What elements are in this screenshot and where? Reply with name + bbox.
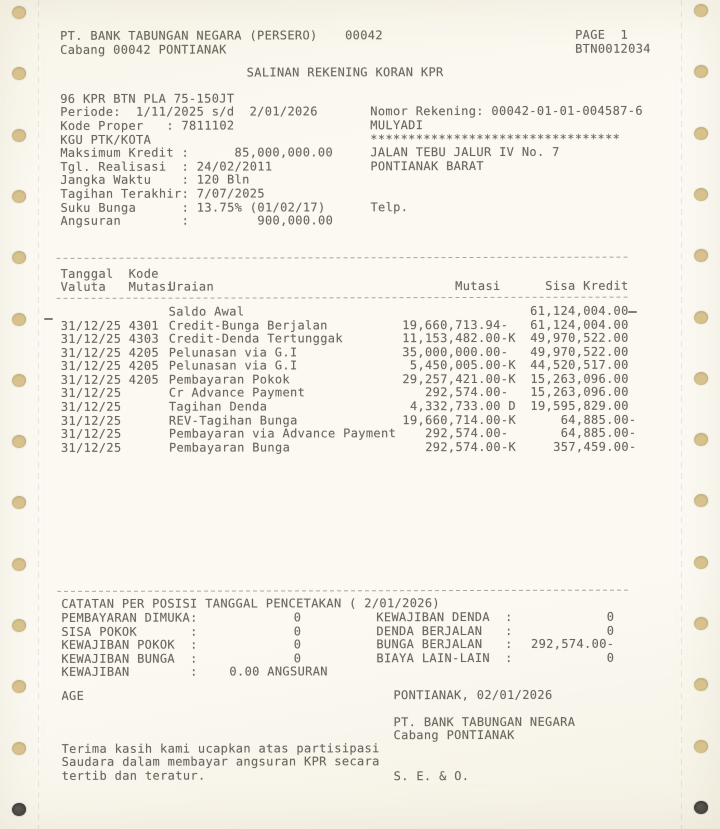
- cell-valuta: 31/12/25: [60, 331, 122, 346]
- account-info-line: Jangka Waktu : 120 Bln: [60, 172, 250, 188]
- cell-uraian: Pembayaran Pokok: [168, 372, 291, 387]
- customer-info-line: JALAN TEBU JALUR IV No. 7: [370, 144, 560, 160]
- col-header-sisa-kredit: Sisa Kredit: [545, 278, 629, 294]
- account-info-block: [60, 105, 660, 229]
- cell-mutasi-suffix: -K: [500, 412, 517, 427]
- cell-mutasi: 19,660,713.94: [402, 317, 501, 332]
- cell-uraian: Pembayaran via Advance Payment: [168, 426, 397, 441]
- cell-mutasi: 29,257,421.00: [402, 371, 501, 387]
- cell-mutasi: 292,574.00: [425, 385, 501, 400]
- thank-you-line: Terima kasih kami ucapkan atas partisipasi: [61, 740, 380, 756]
- col-header-mutasi-kode: Mutasi: [128, 279, 175, 295]
- cell-kode: 4303: [128, 331, 160, 346]
- cell-mutasi: 19,660,714.00: [402, 412, 501, 427]
- catatan-row: [61, 638, 661, 653]
- cell-sisa-kredit: 44,520,517.00: [530, 357, 629, 373]
- customer-info-right: [370, 105, 643, 228]
- cell-uraian: Pelunasan via G.I: [168, 358, 298, 373]
- catatan-left-value: 0: [293, 637, 302, 652]
- separator-line: [57, 590, 629, 592]
- cell-sisa-kredit: 64,885.00: [560, 425, 629, 441]
- catatan-left-label: KEWAJIBAN POKOK :: [61, 637, 198, 653]
- officer-code: AGE: [61, 688, 85, 703]
- cell-sisa-suffix: [629, 400, 637, 414]
- cell-kode: 4205: [128, 358, 160, 374]
- cell-kode: [129, 414, 169, 428]
- account-info-line: Maksimum Kredit : 85,000,000.00: [60, 145, 334, 161]
- cell-valuta: 31/12/25: [60, 399, 122, 414]
- cell-valuta: 31/12/25: [60, 345, 122, 360]
- bank-name: PT. BANK TABUNGAN NEGARA (PERSERO): [60, 28, 318, 43]
- cell-uraian: Credit-Denda Tertunggak: [168, 331, 343, 346]
- cell-mutasi-suffix: -K: [500, 439, 517, 454]
- cell-valuta: 31/12/25: [60, 372, 122, 387]
- col-header-mutasi: Mutasi: [455, 279, 501, 294]
- customer-info-line: MULYADI: [370, 118, 424, 133]
- col-header-kode: Kode: [128, 266, 159, 281]
- cell-kode: 4301: [128, 318, 160, 333]
- cell-sisa-suffix: -: [628, 412, 637, 427]
- cell-sisa-kredit: 64,885.00: [560, 412, 629, 427]
- catatan-left-label: SISA POKOK :: [61, 624, 198, 639]
- branch-line: Cabang 00042 PONTIANAK: [60, 42, 227, 57]
- seo-mark: S. E. & O.: [393, 768, 470, 783]
- document-footer: [61, 689, 661, 784]
- cell-kode: 4205: [128, 345, 160, 360]
- catatan-block: [61, 611, 661, 667]
- cell-sisa-kredit: 49,970,522.00: [530, 330, 629, 345]
- cell-valuta: 31/12/25: [60, 359, 122, 374]
- account-info-line: Tagihan Terakhir: 7/07/2025: [60, 186, 265, 201]
- document-header: [60, 29, 660, 57]
- document-code: BTN0012034: [575, 41, 651, 56]
- catatan-right-value: 0: [606, 650, 615, 665]
- kewajiban-label: KEWAJIBAN :: [61, 664, 198, 680]
- cell-sisa-suffix: -: [628, 439, 637, 454]
- city-date: PONTIANAK, 02/01/2026: [393, 687, 553, 703]
- account-info-line: Kode Proper : 7811102: [60, 118, 235, 133]
- cell-sisa-suffix: [629, 332, 637, 346]
- product-line: 96 KPR BTN PLA 75-150JT: [60, 91, 235, 106]
- catatan-right-value: 0: [606, 609, 615, 624]
- cell-valuta: 31/12/25: [60, 386, 122, 401]
- page-number: PAGE 1: [575, 27, 629, 42]
- cell-kode: [129, 306, 169, 320]
- transaction-table: [61, 305, 661, 456]
- cell-kode: 4205: [128, 372, 160, 387]
- account-info-line: KGU PTK/KOTA: [60, 132, 152, 147]
- cell-mutasi: 11,153,482.00: [402, 331, 501, 346]
- catatan-row: [61, 651, 661, 666]
- cell-sisa-suffix: [629, 318, 637, 332]
- cell-mutasi: 292,574.00: [425, 439, 501, 454]
- separator-line: [57, 297, 629, 299]
- cell-kode: [129, 428, 169, 442]
- cell-mutasi: 4,332,733.00: [409, 399, 501, 414]
- cell-uraian: Saldo Awal: [168, 304, 245, 319]
- col-header-tanggal: Tanggal: [60, 266, 114, 281]
- catatan-right-label: BIAYA LAIN-LAIN :: [376, 650, 513, 666]
- cell-sisa-kredit: 49,970,522.00: [530, 344, 629, 359]
- catatan-left-value: 0: [293, 623, 302, 639]
- catatan-right-value: 292,574.00-: [531, 636, 615, 652]
- signature-company: PT. BANK TABUNGAN NEGARA: [393, 714, 576, 729]
- account-info-line: Periode: 1/11/2025 s/d 2/01/2026: [60, 104, 318, 120]
- customer-info-line: [370, 187, 643, 201]
- cell-mutasi-suffix: -: [500, 344, 509, 359]
- catatan-left-label: PEMBAYARAN DIMUKA:: [61, 610, 198, 625]
- cell-sisa-suffix: [629, 373, 637, 387]
- cell-uraian: REV-Tagihan Bunga: [168, 413, 298, 428]
- customer-info-line: *********************************: [370, 131, 621, 146]
- cell-kode: [129, 387, 169, 401]
- cell-sisa-kredit: 357,459.00: [553, 439, 629, 454]
- signature-branch: Cabang PONTIANAK: [393, 728, 515, 743]
- cell-valuta: 31/12/25: [60, 318, 122, 333]
- form-number: 00042: [345, 28, 383, 43]
- catatan-left-label: KEWAJIBAN BUNGA :: [61, 651, 198, 666]
- cell-sisa-suffix: -: [628, 425, 637, 440]
- catatan-right-label: DENDA BERJALAN :: [376, 623, 513, 638]
- catatan-right-label: BUNGA BERJALAN :: [376, 637, 513, 652]
- table-header: [61, 266, 661, 294]
- cell-uraian: Credit-Bunga Berjalan: [168, 317, 328, 333]
- cell-mutasi-suffix: -: [500, 426, 509, 441]
- cell-mutasi-suffix: -: [500, 385, 509, 400]
- catatan-right-label: KEWAJIBAN DENDA :: [376, 609, 513, 625]
- customer-info-line: Telp.: [370, 199, 409, 214]
- cell-uraian: Pelunasan via G.I: [168, 345, 298, 360]
- cell-mutasi-suffix: [501, 305, 517, 319]
- cell-uraian: Cr Advance Payment: [168, 385, 306, 401]
- cell-mutasi-suffix: -: [500, 317, 509, 332]
- cell-sisa-kredit: 19,595,829.00: [530, 398, 629, 413]
- cell-sisa-kredit: 15,263,096.00: [530, 371, 629, 386]
- cell-kode: [129, 401, 169, 415]
- catatan-left-value: 0: [293, 651, 302, 666]
- kewajiban-value: 0.00 ANGSURAN: [229, 664, 328, 679]
- separator-line: [57, 256, 629, 258]
- cell-mutasi-suffix: -K: [500, 371, 516, 386]
- account-info-line: Suku Bunga : 13.75% (01/02/17): [60, 199, 326, 215]
- account-info-line: Angsuran : 900,000.00: [60, 213, 334, 228]
- cell-valuta: 31/12/25: [60, 426, 122, 442]
- col-header-valuta: Valuta: [60, 280, 107, 295]
- cell-sisa-suffix: [629, 386, 637, 400]
- thank-you-line: tertib dan teratur.: [61, 768, 206, 783]
- customer-info-line: [370, 173, 643, 187]
- cell-sisa-kredit: 61,124,004.00: [530, 317, 629, 332]
- cell-mutasi: 5,450,005.00: [409, 358, 501, 373]
- document-title: SALINAN REKENING KORAN KPR: [246, 65, 444, 80]
- transaction-row: [61, 440, 661, 455]
- thank-you-line: Saudara dalam membayar angsuran KPR secara: [61, 754, 380, 770]
- cell-valuta: 31/12/25: [60, 413, 122, 428]
- cell-kode: [129, 441, 169, 455]
- cell-uraian: Tagihan Denda: [168, 399, 268, 414]
- catatan-title: CATATAN PER POSISI TANGGAL PENCETAKAN ( 2/01/2026): [61, 596, 441, 612]
- cell-valuta: 31/12/25: [60, 440, 122, 455]
- catatan-row: [61, 611, 661, 626]
- cell-sisa-kredit: 15,263,096.00: [530, 385, 629, 400]
- catatan-left-value: 0: [293, 610, 302, 625]
- account-info-line: Tgl. Realisasi : 24/02/2011: [60, 159, 273, 174]
- cell-mutasi: [397, 305, 501, 319]
- cell-sisa-suffix: [629, 305, 637, 319]
- cell-uraian: Pembayaran Bunga: [168, 440, 291, 455]
- cell-sisa-suffix: [629, 359, 637, 373]
- customer-info-line: Nomor Rekening: 00042-01-01-004587-6: [370, 104, 643, 119]
- customer-info-line: PONTIANAK BARAT: [370, 158, 484, 173]
- kewajiban-line: [61, 665, 661, 680]
- cell-mutasi: 35,000,000.00: [402, 344, 501, 359]
- cell-mutasi-suffix: -K: [500, 331, 516, 346]
- cell-sisa-suffix: [629, 345, 637, 359]
- cell-mutasi-suffix: -K: [500, 358, 516, 373]
- cell-mutasi: 292,574.00: [425, 426, 501, 441]
- col-header-uraian: Uraian: [168, 279, 215, 294]
- cell-valuta: [61, 306, 129, 320]
- cell-mutasi-suffix: D: [500, 398, 517, 414]
- catatan-right-value: 0: [606, 623, 615, 638]
- customer-info-line: [370, 214, 643, 228]
- cell-sisa-kredit: 61,124,004.00: [530, 303, 629, 318]
